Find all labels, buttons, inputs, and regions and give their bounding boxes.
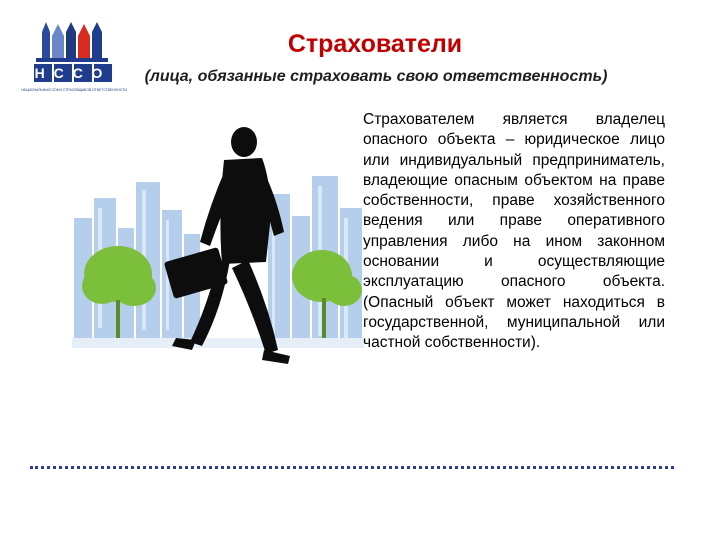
businessman-illustration [72,124,364,380]
logo-text: НССО [34,65,112,81]
body-paragraph: Страхователем является владелец опасного объекта – юридическое лицо или индивидуальный предприниматель, владеющие опасным объектом на праве собственности, праве хозяйственного ведения или праве оперативного управления либо на ином законном основании и осуществляющие эксплуатацию опасного объекта. (Опасный объект может находиться в государственной, муниципальной или частной собственности). [363,111,665,352]
logo-caption: НАЦИОНАЛЬНЫЙ СОЮЗ СТРАХОВЩИКОВ ОТВЕТСТВЕННОСТИ [21,88,127,92]
nsso-logo-icon [21,22,127,94]
nsso-logo [21,22,127,94]
page-title: Страхователи [287,30,463,58]
businessman-walking-icon [72,124,364,380]
page-subtitle: (лица, обязанные страховать свою ответственность) [144,68,608,85]
footer-divider [30,466,674,469]
